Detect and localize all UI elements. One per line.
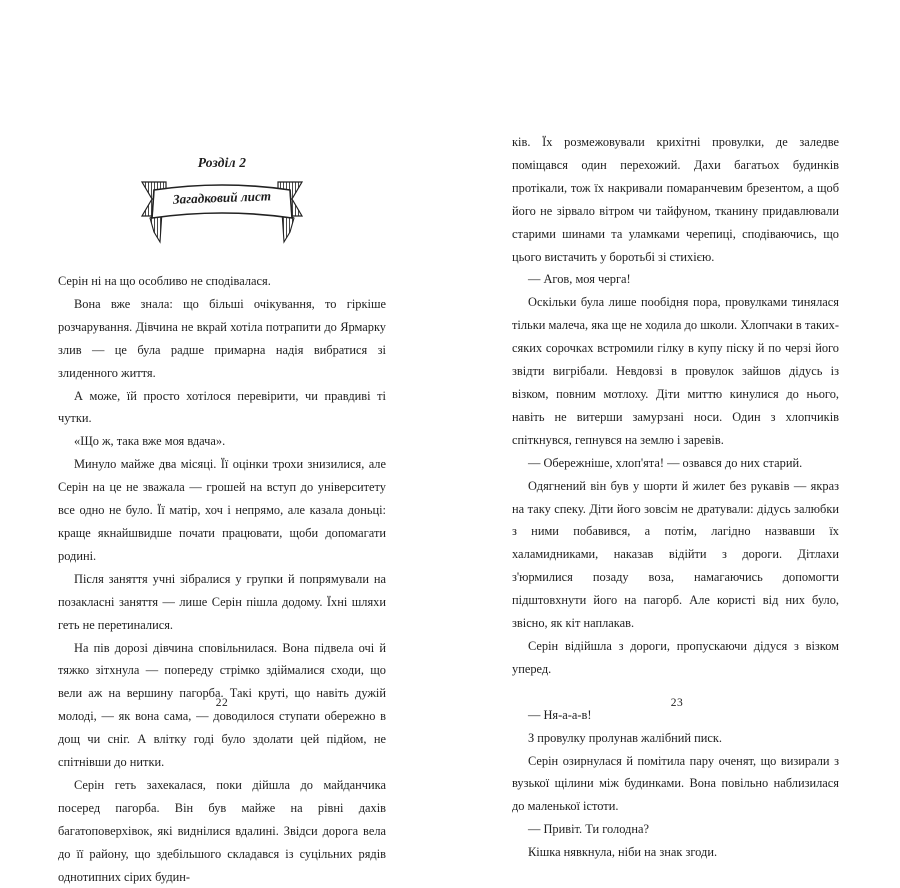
page-number: 22 [215,697,229,709]
paragraph: А може, їй просто хотілося перевірити, чи правдиві ті чутки. [58,388,386,426]
page-number: 23 [670,697,684,709]
paragraph: — Обережніше, хлоп'ята! — озвався до них старий. [528,455,803,470]
paragraph: Після заняття учні зібралися у групки й попрямували на позакласні заняття — лише Серін пішла додому. Їхні шляхи геть не перетиналися. [58,571,386,632]
paragraph: Серін геть захекалася, поки дійшла до майданчика посеред пагорба. Він був майже на рівні дахів багатоповерхівок, які виднілися вдалині. Звідси дорога вела до її району, що здебільшого складався із суцільних рядів однотипних сірих будин- [58,777,386,884]
paragraph: Кішка нявкнула, ніби на знак згоди. [528,845,718,860]
paragraph: Оскільки була лише пообідня пора, провулками тинялася тільки малеча, яка ще не ходила до школи. Хлопчаки в таких-сяких сорочках встромили гілку в купу піску й по черзі його звідти вигрібали. Невдовзі в провулок зайшов дідусь із візком, повним мотлоху. Діти миттю кинулися до нього, навіть не витерши замурзані носи. Один з хлопчиків спіткнувся, гепнувся на землю і заревів. [512,295,839,447]
right-page-body [512,131,839,864]
right-page [450,0,900,860]
paragraph: ків. Їх розмежовували крихітні провулки, де заледве поміщався один перехожий. Дахи багатьох будинків протікали, тож їх накривали помаранчевим брезентом, а щоб його не зірвало вітром чи тайфуном, тканину придавлювали старими шинами та уламками черепиці, сподіваючись, що цього вистачить у боротьбі зі стихією. [512,135,839,264]
paragraph: З провулку пролунав жалібний писк. [528,730,723,745]
paragraph: — Агов, моя черга! [528,272,631,287]
paragraph: «Що ж, така вже моя вдача». [74,434,226,449]
paragraph: Серін озирнулася й помітила пару оченят, що визирали з вузької щілини між будинками. Вона повільно наблизилася до маленької істоти. [512,753,839,814]
left-page [0,0,450,884]
paragraph: — Привіт. Ти голодна? [528,822,649,837]
paragraph: Вона вже знала: що більші очікування, то гіркіше розчарування. Дівчина не вкрай хотіла потрапити до Ярмарку злив — це була радше примарна надія вибратися зі злиденного життя. [58,296,386,380]
chapter-label: Розділ 2 [197,155,247,170]
ribbon-banner-ornament [132,174,312,246]
left-page-body [58,270,386,888]
paragraph: Минуло майже два місяці. Її оцінки трохи знизилися, але Серін на це не зважала — грошей на вступ до університету все одно не було. Її матір, хоч і непрямо, але казала доньці: краще якнайшвидше почати працювати, щоби допомагати родині. [58,457,386,563]
paragraph: — Ня-а-а-в! [528,707,592,722]
paragraph: Серін ні на що особливо не сподівалася. [58,274,271,288]
paragraph: На пів дорозі дівчина сповільнилася. Вона підвела очі й тяжко зітхнула — попереду стрімко здіймалися сходи, що вели аж на вершину пагорба. Такі круті, що навіть дужій молоді, — як вона сама, — доводилося ступати обережно в дощ чи сніг. А влітку годі було здолати цей підйом, не спітнівши до нитки. [58,640,386,770]
paragraph: Серін відійшла з дороги, пропускаючи дідуся з візком уперед. [512,638,839,676]
chapter-title: Загадковий лист [172,188,272,207]
paragraph: Одягнений він був у шорти й жилет без рукавів — якраз на таку спеку. Діти його зовсім не дратували: дідусь залюбки з ними побавився, а потім, лагідно назвавши їх халамидниками, наказав відійти з дороги. Дітлахи з'юрмилися позаду воза, намагаючись допомогти підштовхнути його на пагорб. Але користі від них було, звісно, як кіт наплакав. [512,478,839,631]
